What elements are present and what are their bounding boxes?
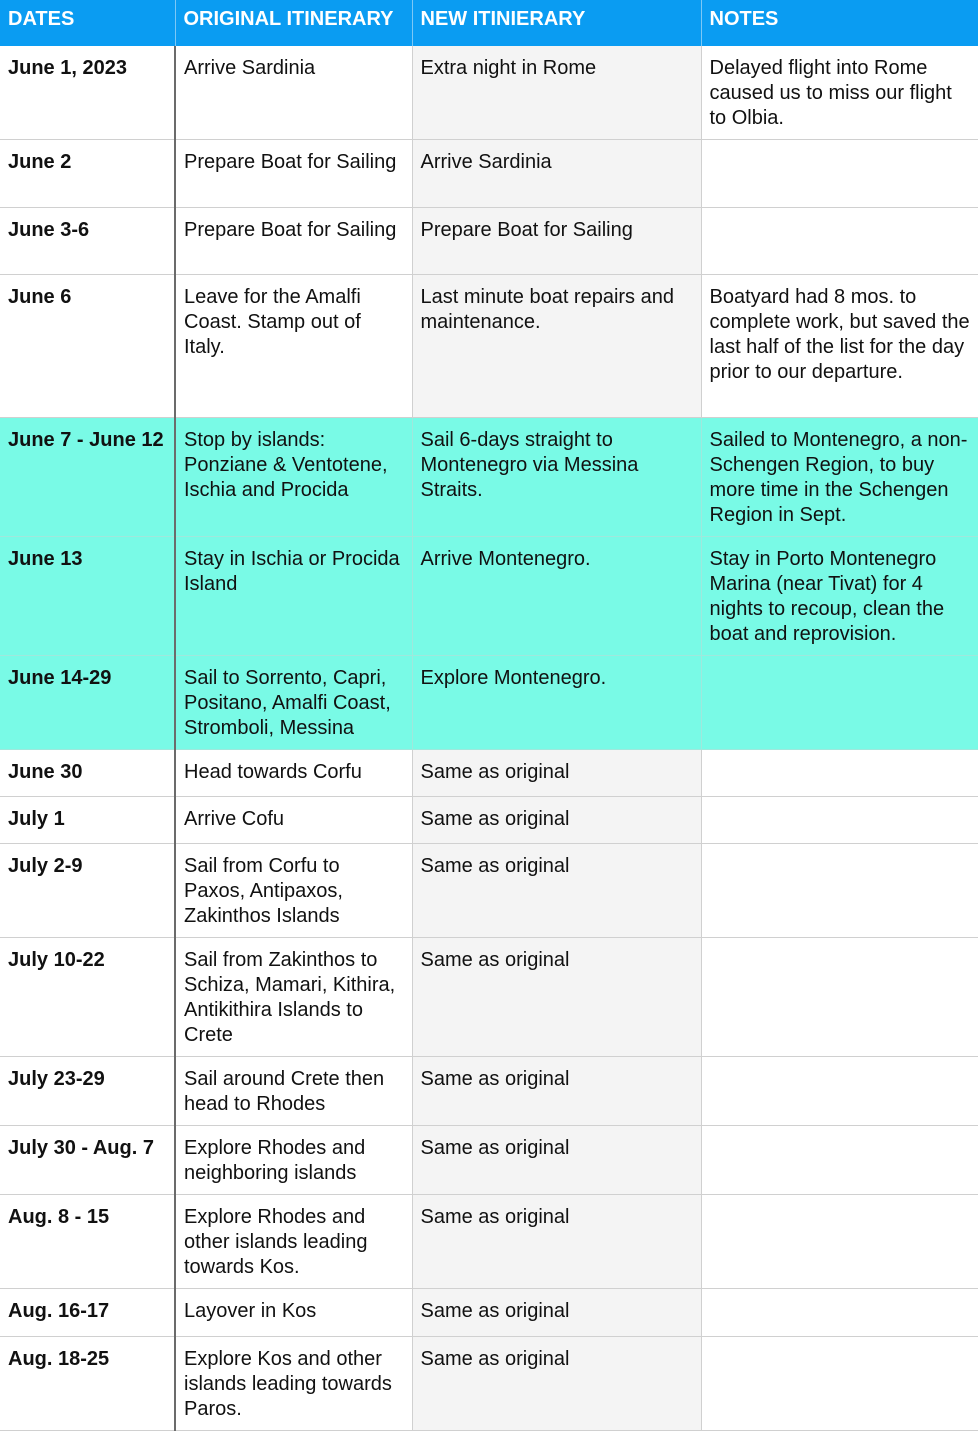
original-itinerary-cell: Head towards Corfu	[175, 750, 412, 797]
original-itinerary-cell: Layover in Kos	[175, 1289, 412, 1337]
header-new-itinerary: NEW ITINIERARY	[412, 0, 701, 46]
table-row	[0, 1289, 978, 1337]
original-itinerary-cell: Explore Rhodes and neighboring islands	[175, 1126, 412, 1195]
original-itinerary-cell: Sail from Zakinthos to Schiza, Mamari, Kithira, Antikithira Islands to Crete	[175, 938, 412, 1057]
date-cell: Aug. 16-17	[0, 1289, 175, 1337]
new-itinerary-cell: Same as original	[412, 844, 701, 938]
original-itinerary-cell: Stay in Ischia or Procida Island	[175, 537, 412, 656]
notes-cell	[701, 1057, 978, 1126]
notes-cell: Sailed to Montenegro, a non-Schengen Region, to buy more time in the Schengen Region in Sept.	[701, 418, 978, 537]
table-row	[0, 1126, 978, 1195]
date-cell: June 1, 2023	[0, 46, 175, 140]
date-cell: June 3-6	[0, 208, 175, 275]
new-itinerary-cell: Prepare Boat for Sailing	[412, 208, 701, 275]
date-cell: July 10-22	[0, 938, 175, 1057]
date-cell: June 2	[0, 140, 175, 208]
header-notes: NOTES	[701, 0, 978, 46]
header-dates: DATES	[0, 0, 175, 46]
original-itinerary-cell: Stop by islands: Ponziane & Ventotene, Ischia and Procida	[175, 418, 412, 537]
new-itinerary-cell: Arrive Montenegro.	[412, 537, 701, 656]
header-original-itinerary: ORIGINAL ITINERARY	[175, 0, 412, 46]
new-itinerary-cell: Same as original	[412, 938, 701, 1057]
table-row	[0, 1337, 978, 1431]
table-row	[0, 797, 978, 844]
date-cell: Aug. 8 - 15	[0, 1195, 175, 1289]
original-itinerary-cell: Sail to Sorrento, Capri, Positano, Amalfi Coast, Stromboli, Messina	[175, 656, 412, 750]
original-itinerary-cell: Prepare Boat for Sailing	[175, 140, 412, 208]
notes-cell: Boatyard had 8 mos. to complete work, but saved the last half of the list for the day prior to our departure.	[701, 275, 978, 418]
original-itinerary-cell: Leave for the Amalfi Coast. Stamp out of Italy.	[175, 275, 412, 418]
new-itinerary-cell: Same as original	[412, 797, 701, 844]
table-row	[0, 537, 978, 656]
new-itinerary-cell: Same as original	[412, 1289, 701, 1337]
new-itinerary-cell: Sail 6-days straight to Montenegro via Messina Straits.	[412, 418, 701, 537]
new-itinerary-cell: Same as original	[412, 1337, 701, 1431]
date-cell: June 13	[0, 537, 175, 656]
notes-cell: Stay in Porto Montenegro Marina (near Tivat) for 4 nights to recoup, clean the boat and reprovision.	[701, 537, 978, 656]
table-row	[0, 418, 978, 537]
table-header	[0, 0, 978, 46]
new-itinerary-cell: Same as original	[412, 750, 701, 797]
table-row	[0, 750, 978, 797]
new-itinerary-cell: Same as original	[412, 1057, 701, 1126]
date-cell: July 23-29	[0, 1057, 175, 1126]
original-itinerary-cell: Prepare Boat for Sailing	[175, 208, 412, 275]
table-row	[0, 275, 978, 418]
new-itinerary-cell: Extra night in Rome	[412, 46, 701, 140]
date-cell: Aug. 18-25	[0, 1337, 175, 1431]
notes-cell	[701, 797, 978, 844]
date-cell: July 1	[0, 797, 175, 844]
notes-cell	[701, 1337, 978, 1431]
date-cell: July 30 - Aug. 7	[0, 1126, 175, 1195]
new-itinerary-cell: Same as original	[412, 1195, 701, 1289]
table-row	[0, 938, 978, 1057]
notes-cell	[701, 938, 978, 1057]
header-row	[0, 0, 978, 46]
table-row	[0, 140, 978, 208]
original-itinerary-cell: Explore Rhodes and other islands leading towards Kos.	[175, 1195, 412, 1289]
table-row	[0, 844, 978, 938]
original-itinerary-cell: Arrive Sardinia	[175, 46, 412, 140]
date-cell: June 14-29	[0, 656, 175, 750]
notes-cell	[701, 1126, 978, 1195]
table-row	[0, 208, 978, 275]
notes-cell	[701, 750, 978, 797]
new-itinerary-cell: Arrive Sardinia	[412, 140, 701, 208]
notes-cell	[701, 656, 978, 750]
date-cell: June 30	[0, 750, 175, 797]
new-itinerary-cell: Last minute boat repairs and maintenance.	[412, 275, 701, 418]
notes-cell	[701, 140, 978, 208]
notes-cell	[701, 1195, 978, 1289]
notes-cell	[701, 1289, 978, 1337]
notes-cell	[701, 844, 978, 938]
table-row	[0, 1195, 978, 1289]
table-row	[0, 46, 978, 140]
original-itinerary-cell: Arrive Cofu	[175, 797, 412, 844]
new-itinerary-cell: Explore Montenegro.	[412, 656, 701, 750]
date-cell: June 7 - June 12	[0, 418, 175, 537]
notes-cell: Delayed flight into Rome caused us to miss our flight to Olbia.	[701, 46, 978, 140]
table-row	[0, 1057, 978, 1126]
date-cell: July 2-9	[0, 844, 175, 938]
table-row	[0, 656, 978, 750]
date-cell: June 6	[0, 275, 175, 418]
table-body	[0, 46, 978, 1431]
original-itinerary-cell: Sail from Corfu to Paxos, Antipaxos, Zakinthos Islands	[175, 844, 412, 938]
new-itinerary-cell: Same as original	[412, 1126, 701, 1195]
original-itinerary-cell: Explore Kos and other islands leading towards Paros.	[175, 1337, 412, 1431]
notes-cell	[701, 208, 978, 275]
original-itinerary-cell: Sail around Crete then head to Rhodes	[175, 1057, 412, 1126]
